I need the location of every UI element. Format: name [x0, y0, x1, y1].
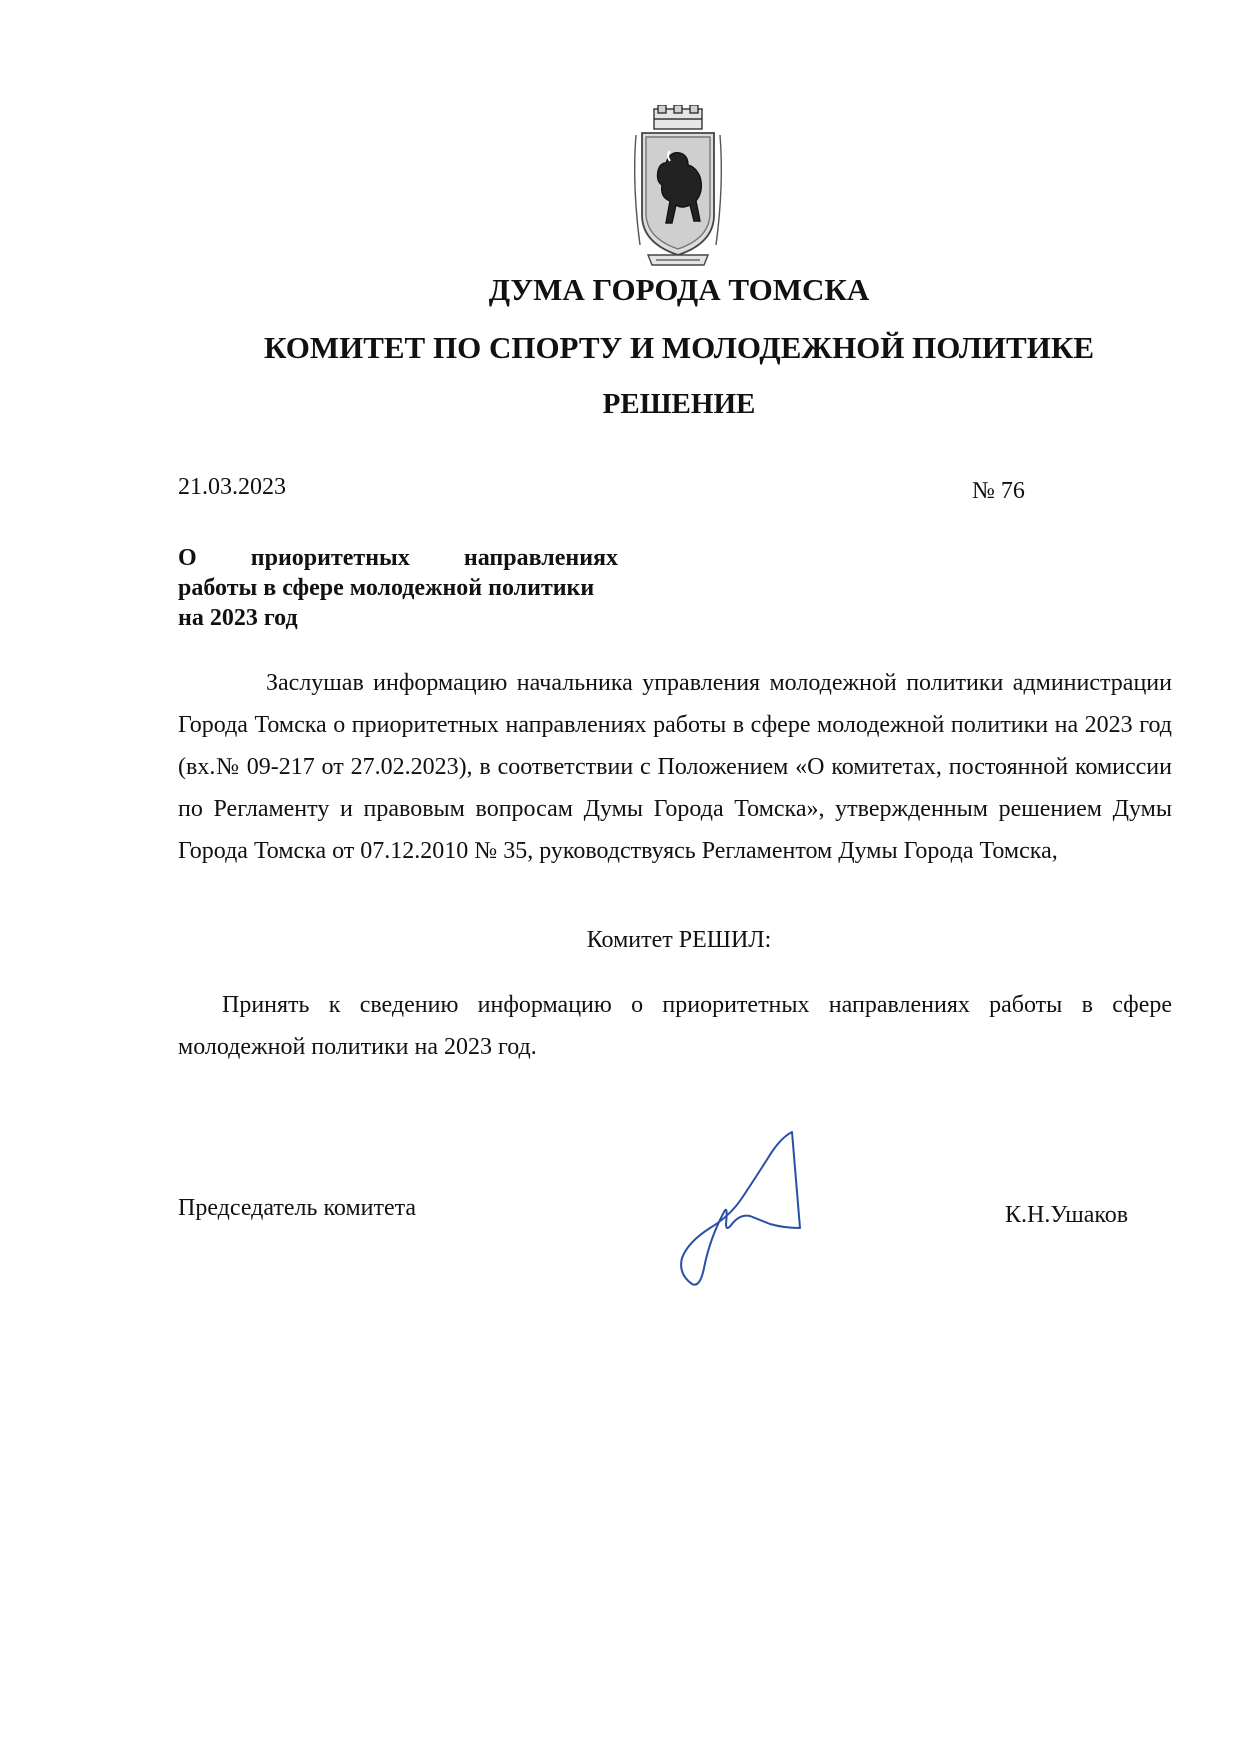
organization-title: ДУМА ГОРОДА ТОМСКА — [488, 272, 870, 307]
city-coat-of-arms-emblem — [630, 105, 726, 273]
decision-paragraph: Принять к сведению информацию о приоритетных направлениях работы в сфере молодежной политики на 2023 год. — [178, 992, 1172, 1060]
document-subject — [178, 543, 618, 633]
decided-heading: Комитет РЕШИЛ: — [586, 927, 772, 953]
signer-position: Председатель комитета — [178, 1195, 417, 1221]
subject-line-1: О приоритетных направлениях — [178, 545, 618, 571]
signer-name: К.Н.Ушаков — [1005, 1202, 1129, 1228]
subject-line-2: работы в сфере молодежной политики — [178, 575, 595, 601]
preamble-paragraph: Заслушав информацию начальника управления молодежной политики администрации Города Томска о приоритетных направлениях работы в сфере молодежной политики на 2023 год (вх.№ 09-217 от 27.02.2023), в соответствии с Положением «О комитетах, постоянной комиссии по Регламенту и правовым вопросам Думы Города Томска», утвержденным решением Думы Города Томска от 07.12.2010 № 35, руководствуясь Регламентом Думы Города Томска, — [178, 670, 1172, 864]
document-number: № 76 — [972, 478, 1025, 504]
document-type-title: РЕШЕНИЕ — [602, 388, 756, 420]
subject-line-3: на 2023 год — [178, 605, 298, 631]
document-date: 21.03.2023 — [178, 474, 286, 500]
handwritten-signature — [680, 1128, 820, 1298]
committee-title: КОМИТЕТ ПО СПОРТУ И МОЛОДЕЖНОЙ ПОЛИТИКЕ — [264, 330, 1094, 365]
